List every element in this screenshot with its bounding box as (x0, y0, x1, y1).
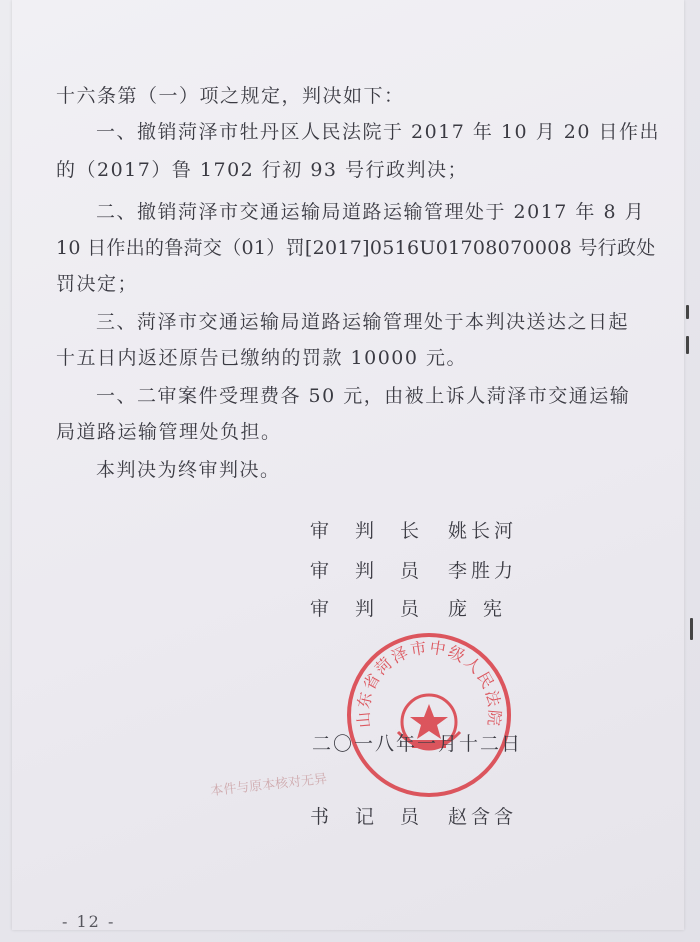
paragraph-line: 三、菏泽市交通运输局道路运输管理处于本判决送达之日起 (96, 311, 630, 333)
faint-stamp-text: 本件与原本核对无异 (209, 771, 328, 800)
clerk-name: 赵含含 (448, 806, 518, 828)
seal-text: 山东省菏泽市中级人民法院 (353, 637, 505, 729)
clerk-title: 书记员 (310, 806, 446, 828)
judgment-date: 二〇一八年一月十二日 (312, 733, 523, 755)
edge-mark (686, 336, 689, 354)
paragraph-line: 的（2017）鲁 1702 行初 93 号行政判决； (56, 159, 469, 181)
paragraph-line: 10 日作出的鲁菏交（01）罚[2017]0516U01708070008 号行政处 (56, 237, 656, 259)
signature-name: 李胜力 (448, 560, 518, 582)
paragraph-line: 十五日内返还原告已缴纳的罚款 10000 元。 (56, 347, 468, 369)
paragraph-line: 十六条第（一）项之规定，判决如下： (56, 85, 405, 107)
edge-mark (686, 305, 689, 319)
court-seal-icon (342, 628, 516, 802)
signature-title: 审判员 (310, 598, 446, 620)
page-number: - 12 - (62, 912, 116, 931)
paragraph-line: 一、二审案件受理费各 50 元，由被上诉人菏泽市交通运输 (96, 385, 631, 407)
paragraph-line: 局道路运输管理处负担。 (56, 421, 282, 443)
signature-name: 姚长河 (448, 520, 518, 542)
paragraph-line: 本判决为终审判决。 (96, 459, 281, 481)
paragraph-line: 二、撤销菏泽市交通运输局道路运输管理处于 2017 年 8 月 (96, 201, 646, 223)
signature-title: 审判员 (310, 560, 446, 582)
signature-name: 庞宪 (448, 598, 519, 620)
signature-title: 审判长 (310, 520, 446, 542)
paragraph-line: 一、撤销菏泽市牡丹区人民法院于 2017 年 10 月 20 日作出 (96, 121, 660, 143)
edge-mark (690, 618, 693, 640)
paragraph-line: 罚决定； (56, 273, 139, 295)
